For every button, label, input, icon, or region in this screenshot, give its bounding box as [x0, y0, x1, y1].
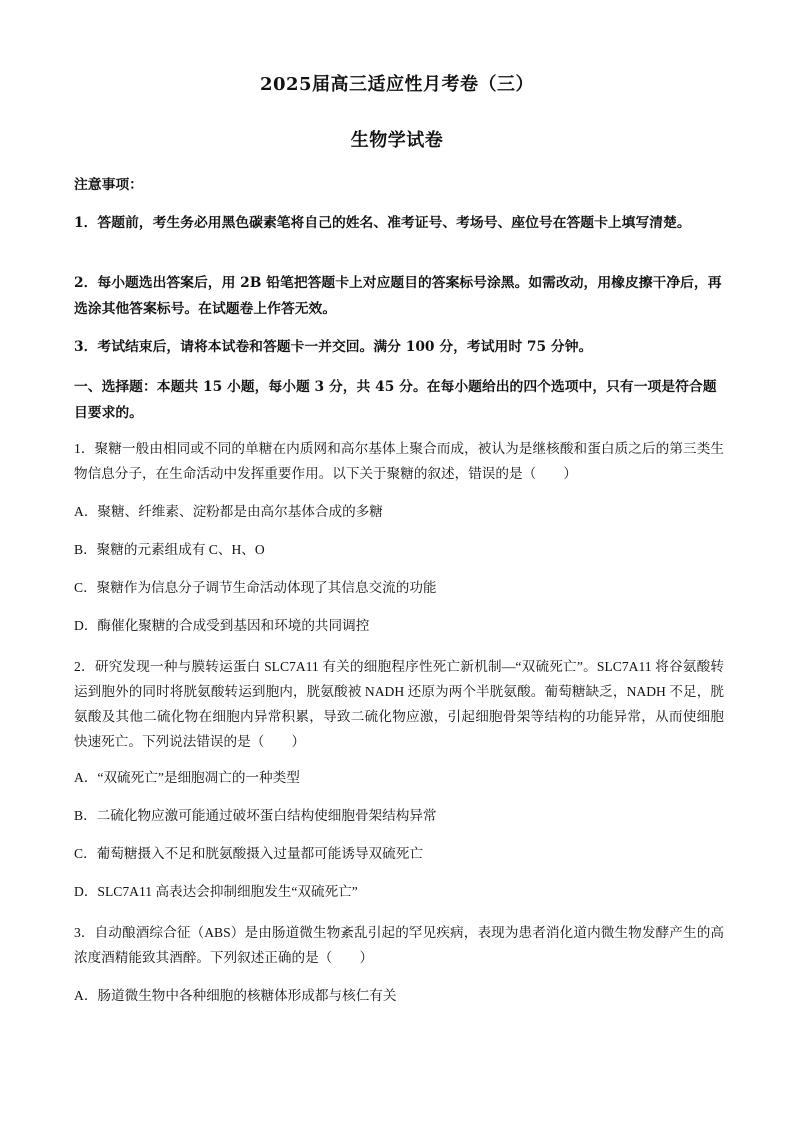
section-heading: 一、选择题：本题共 15 小题，每小题 3 分，共 45 分。在每小题给出的四个选项中，只有一项是符合题目要求的。: [74, 379, 717, 421]
exam-subtitle: 生物学试卷: [350, 130, 444, 151]
question-2-option-c: C．葡萄糖摄入不足和胱氨酸摄入过量都可能诱导双硫死亡: [74, 846, 423, 861]
question-2-option-a: A．“双硫死亡”是细胞凋亡的一种类型: [74, 770, 300, 785]
question-3-option-a: A．肠道微生物中各种细胞的核糖体形成都与核仁有关: [74, 988, 397, 1003]
notice-item-2: 2．每小题选出答案后，用 2B 铅笔把答题卡上对应题目的答案标号涂黑。如需改动，用橡皮擦干净后，再选涂其他答案标号。在试题卷上作答无效。: [74, 275, 722, 317]
question-3-stem: 3．自动酿酒综合征（ABS）是由肠道微生物紊乱引起的罕见疾病，表现为患者消化道内微生物发酵产生的高浓度酒精能致其酒醉。下列叙述正确的是（ ）: [74, 925, 724, 965]
question-1-option-c: C．聚糖作为信息分子调节生命活动体现了其信息交流的功能: [74, 580, 437, 595]
question-1-option-a: A．聚糖、纤维素、淀粉都是由高尔基体合成的多糖: [74, 504, 383, 519]
notice-item-1: 1．答题前，考生务必用黑色碳素笔将自己的姓名、准考证号、考场号、座位号在答题卡上填写清楚。: [74, 215, 691, 231]
question-1-stem: 1．聚糖一般由相同或不同的单糖在内质网和高尔基体上聚合而成，被认为是继核酸和蛋白质之后的第三类生物信息分子，在生命活动中发挥重要作用。以下关于聚糖的叙述，错误的是（ ）: [74, 441, 724, 481]
question-1-option-b: B．聚糖的元素组成有 C、H、O: [74, 542, 265, 557]
exam-title: 2025届高三适应性月考卷（三）: [259, 74, 535, 95]
question-1-option-d: D．酶催化聚糖的合成受到基因和环境的共同调控: [74, 618, 370, 633]
question-2-option-d: D．SLC7A11 高表达会抑制细胞发生“双硫死亡”: [74, 884, 358, 899]
notice-item-3: 3．考试结束后，请将本试卷和答题卡一并交回。满分 100 分，考试用时 75 分钟。: [74, 339, 593, 355]
question-2-stem: 2．研究发现一种与膜转运蛋白 SLC7A11 有关的细胞程序性死亡新机制—“双硫死亡”。SLC7A11 将谷氨酸转运到胞外的同时将胱氨酸转运到胞内，胱氨酸被 NADH 还原为两个半胱氨酸。葡萄糖缺乏，NADH 不足，胱氨酸及其他二硫化物在细胞内异常积累，导致二硫化物应激，引起细胞骨架等结构的功能异常，从而使细胞快速死亡。下列说法错误的是（ ）: [74, 659, 724, 749]
question-2-option-b: B．二硫化物应激可能通过破坏蛋白结构使细胞骨架结构异常: [74, 808, 437, 823]
notice-heading: 注意事项：: [74, 177, 143, 193]
